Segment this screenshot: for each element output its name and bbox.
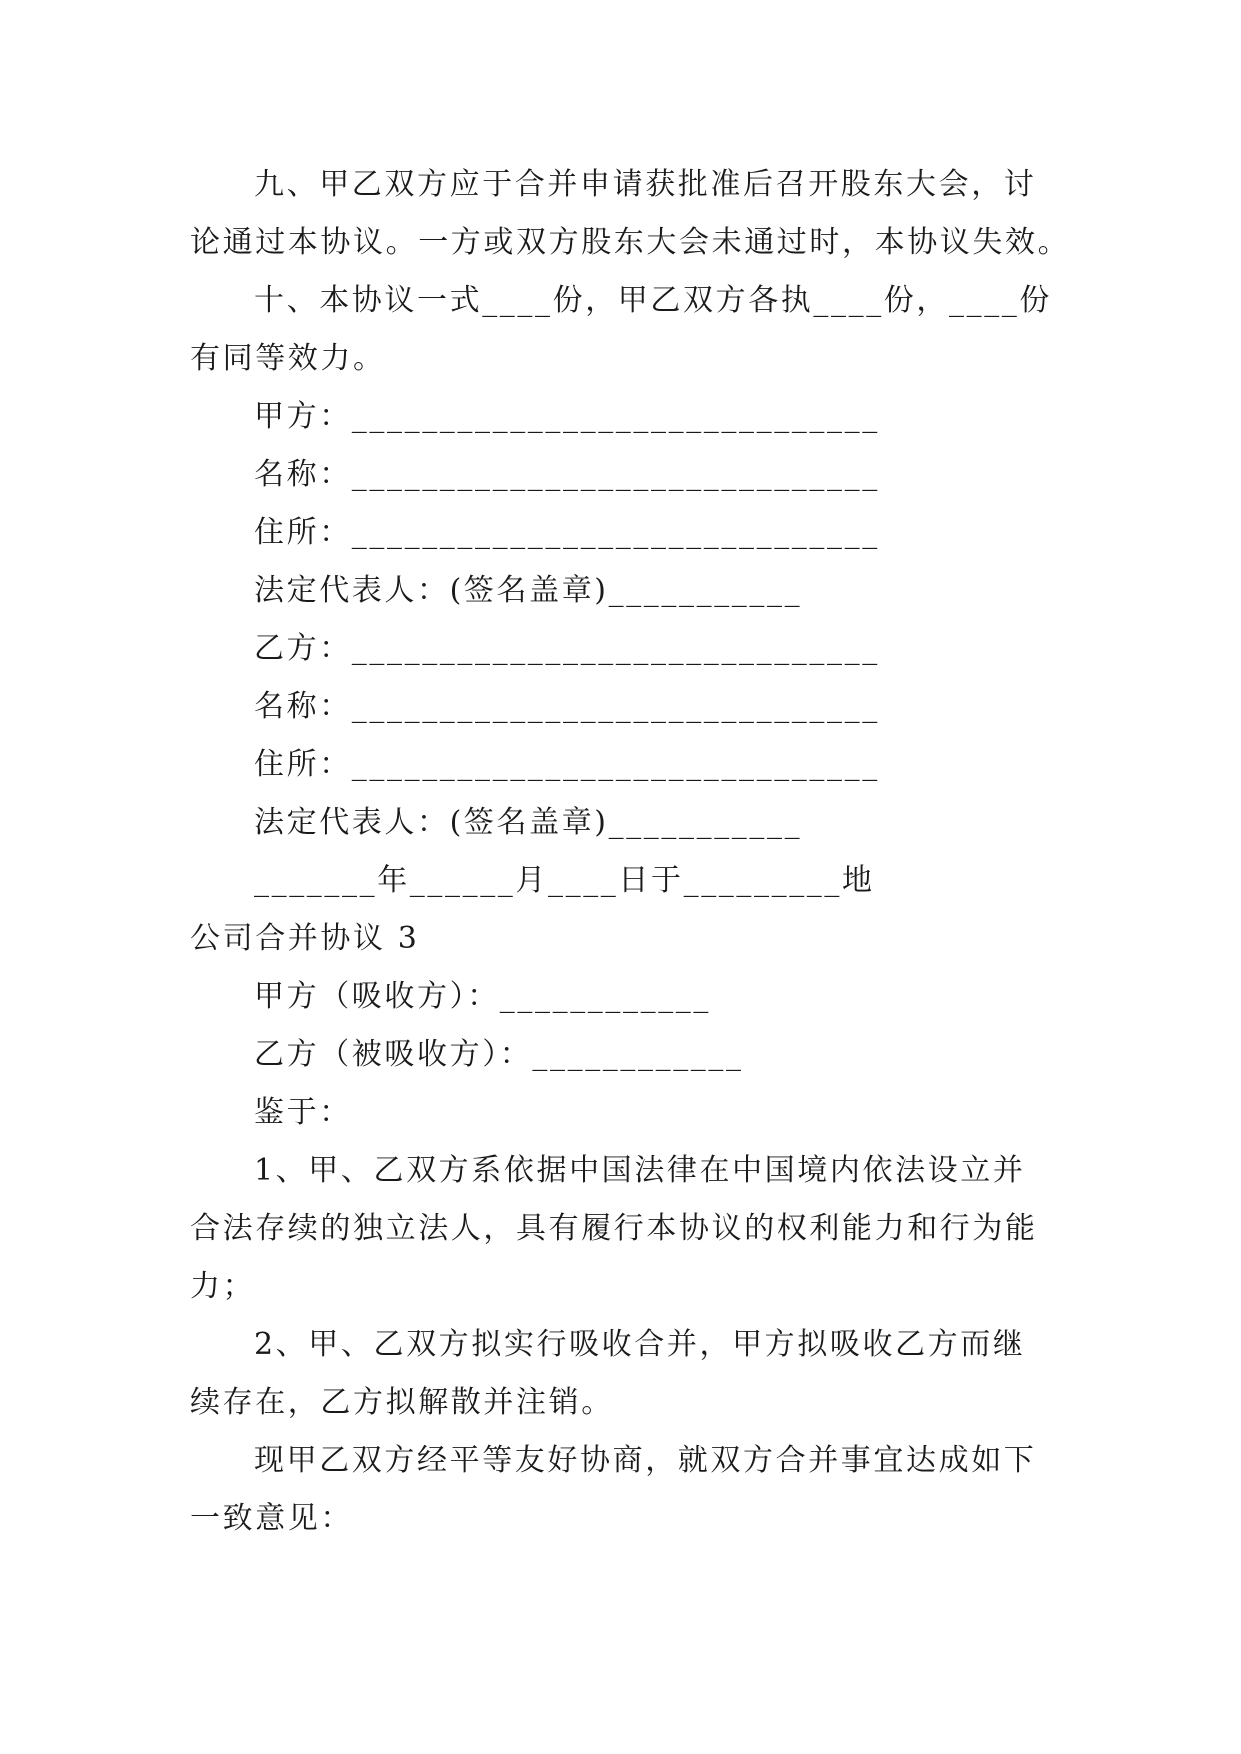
item-2-line-2: 续存在，乙方拟解散并注销。 xyxy=(190,1385,614,1420)
party-a-legal-rep-field: 法定代表人：(签名盖章)___________ xyxy=(254,573,803,608)
party-a-field: 甲方：______________________________ xyxy=(254,399,880,434)
agreement-3-title: 公司合并协议 3 xyxy=(190,921,420,956)
item-2-line-1: 2、甲、乙双方拟实行吸收合并，甲方拟吸收乙方而继 xyxy=(254,1327,1026,1362)
clause-9-line-2: 论通过本协议。一方或双方股东大会未通过时，本协议失效。 xyxy=(190,225,1071,260)
party-a-address-field: 住所：______________________________ xyxy=(254,515,880,550)
agreement-3-party-a: 甲方（吸收方）：____________ xyxy=(254,979,711,1014)
party-b-name-field: 名称：______________________________ xyxy=(254,689,880,724)
clause-10-line-2: 有同等效力。 xyxy=(190,341,386,376)
party-a-name-field: 名称：______________________________ xyxy=(254,457,880,492)
item-1-line-1: 1、甲、乙双方系依据中国法律在中国境内依法设立并 xyxy=(254,1153,1026,1188)
consensus-line-2: 一致意见： xyxy=(190,1501,353,1536)
agreement-3-party-b: 乙方（被吸收方）：____________ xyxy=(254,1037,744,1072)
item-1-line-3: 力； xyxy=(190,1269,256,1304)
party-b-legal-rep-field: 法定代表人：(签名盖章)___________ xyxy=(254,805,803,840)
item-1-line-2: 合法存续的独立法人，具有履行本协议的权利能力和行为能 xyxy=(190,1211,1038,1246)
party-b-field: 乙方：______________________________ xyxy=(254,631,880,666)
whereas-heading: 鉴于： xyxy=(254,1095,352,1130)
clause-10-line-1: 十、本协议一式____份，甲乙双方各执____份，____份 xyxy=(254,283,1052,318)
date-place-line: _______年______月____日于_________地 xyxy=(254,863,875,898)
clause-9-line-1: 九、甲乙双方应于合并申请获批准后召开股东大会，讨 xyxy=(254,167,1037,202)
consensus-line-1: 现甲乙双方经平等友好协商，就双方合并事宜达成如下 xyxy=(254,1443,1037,1478)
party-b-address-field: 住所：______________________________ xyxy=(254,747,880,782)
